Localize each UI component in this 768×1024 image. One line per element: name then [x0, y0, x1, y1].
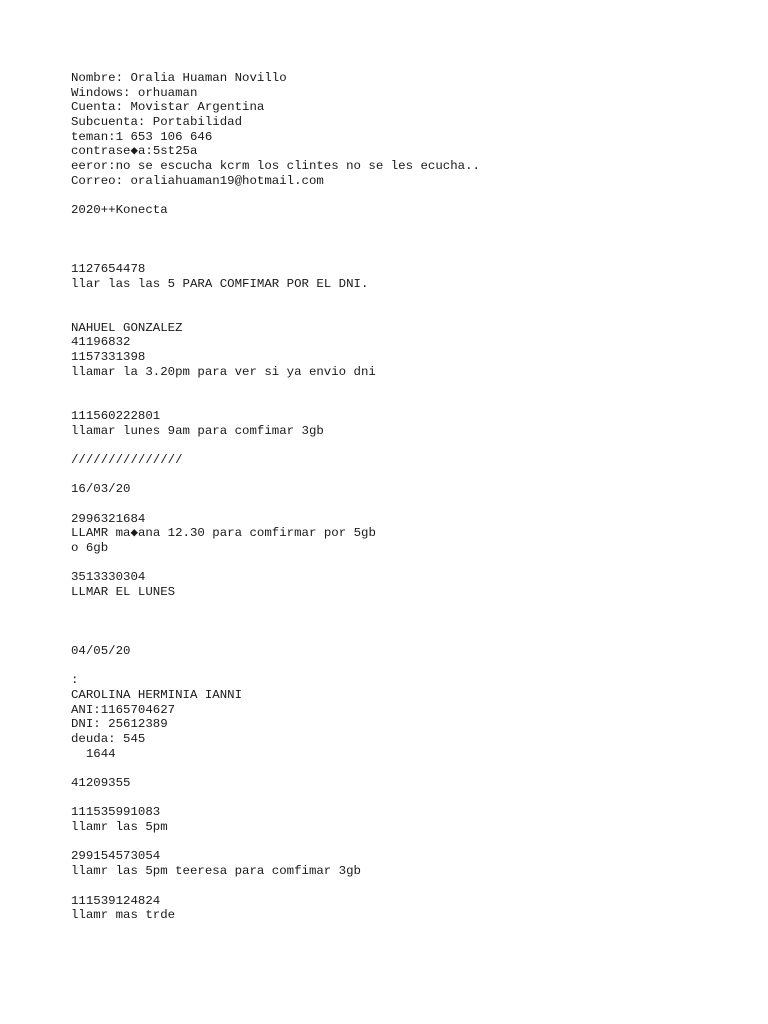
- text-line: llamar la 3.20pm para ver si ya envio dni: [71, 364, 376, 379]
- text-line: 3513330304: [71, 570, 146, 585]
- blank-line: [71, 761, 748, 776]
- text-line: 1157331398: [71, 350, 146, 365]
- text-line: llamar lunes 9am para comfimar 3gb: [71, 423, 324, 438]
- blank-line: [71, 233, 748, 248]
- text-line: Windows: orhuaman: [71, 85, 198, 100]
- blank-line: [71, 468, 748, 483]
- blank-line: [71, 306, 748, 321]
- text-line: contrase◆a:5st25a: [71, 144, 198, 159]
- text-line: llamr las 5pm: [71, 820, 168, 835]
- text-line: 2996321684: [71, 511, 146, 526]
- text-line: CAROLINA HERMINIA IANNI: [71, 687, 243, 702]
- blank-line: [71, 189, 748, 204]
- text-line: LLAMR ma◆ana 12.30 para comfirmar por 5gb: [71, 526, 376, 541]
- text-line: 111539124824: [71, 893, 161, 908]
- blank-line: [71, 659, 748, 674]
- text-line: :: [71, 673, 79, 688]
- blank-line: [71, 438, 748, 453]
- blank-line: [71, 379, 748, 394]
- document-body: [71, 71, 748, 923]
- blank-line: [71, 629, 748, 644]
- text-line: o 6gb: [71, 541, 109, 555]
- text-line: 16/03/20: [71, 482, 131, 497]
- blank-line: [71, 394, 748, 409]
- text-line: 111535991083: [71, 805, 161, 820]
- blank-line: [71, 291, 748, 306]
- blank-line: [71, 614, 748, 629]
- text-line: 1127654478: [71, 261, 146, 276]
- text-line: 04/05/20: [71, 643, 131, 658]
- blank-line: [71, 791, 748, 806]
- text-line: LLMAR EL LUNES: [71, 585, 176, 600]
- text-line: ANI:1165704627: [71, 702, 176, 717]
- blank-line: [71, 247, 748, 262]
- blank-line: [71, 556, 748, 571]
- text-line: DNI: 25612389: [71, 717, 168, 732]
- blank-line: [71, 879, 748, 894]
- text-line: 41209355: [71, 776, 131, 790]
- text-line: NAHUEL GONZALEZ: [71, 320, 183, 335]
- text-line: Nombre: Oralia Huaman Novillo: [71, 71, 287, 85]
- text-line: eeror:no se escucha kcrm los clintes no se les ecucha..: [71, 159, 480, 174]
- blank-line: [71, 600, 748, 615]
- text-line: 1644: [71, 746, 116, 761]
- blank-line: [71, 835, 748, 850]
- text-line: llar las las 5 PARA COMFIMAR POR EL DNI.: [71, 276, 369, 291]
- text-line: deuda: 545: [71, 731, 146, 746]
- text-line: llamr las 5pm teeresa para comfimar 3gb: [71, 864, 361, 879]
- text-line: ///////////////: [71, 452, 183, 467]
- blank-line: [71, 218, 748, 233]
- text-line: Cuenta: Movistar Argentina: [71, 100, 265, 115]
- text-line: llamr mas trde: [71, 908, 176, 923]
- text-line: 41196832: [71, 335, 131, 350]
- text-line: 111560222801: [71, 408, 161, 423]
- text-line: Correo: oraliahuaman19@hotmail.com: [71, 173, 324, 188]
- text-line: Subcuenta: Portabilidad: [71, 115, 243, 130]
- text-line: 2020++Konecta: [71, 203, 168, 218]
- text-line: teman:1 653 106 646: [71, 129, 213, 144]
- text-line: 299154573054: [71, 849, 161, 864]
- blank-line: [71, 497, 748, 512]
